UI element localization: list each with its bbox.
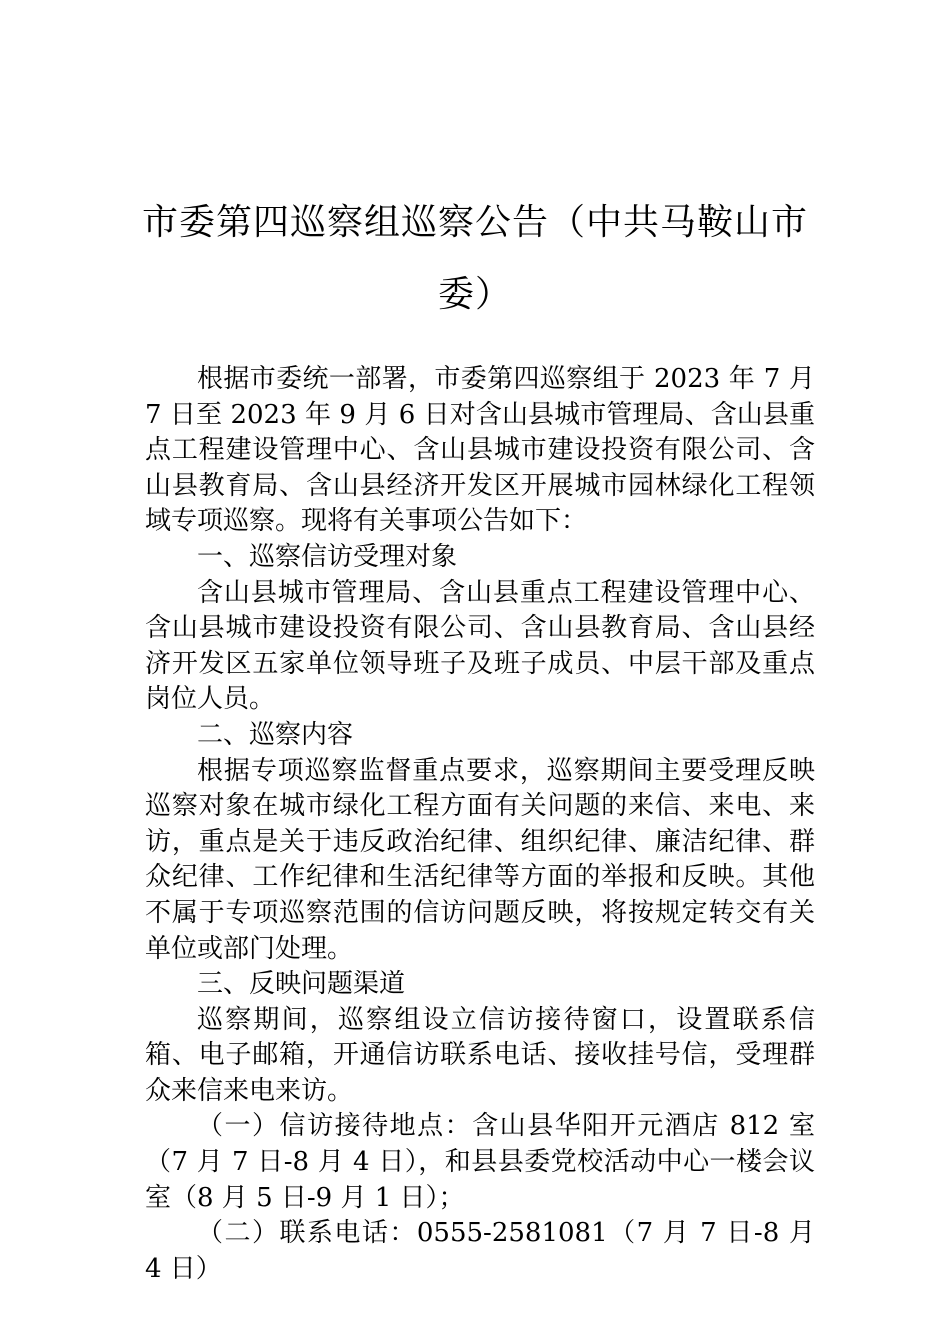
section-heading-channels: 三、反映问题渠道 [197,969,406,1000]
intro-paragraph: 根据市委统一部署，市委第四巡察组于 2023 年 7 月 7 日至 2023 年 9 月 6 日对含山县城市管理局、含山县重点工程建设管理中心、含山县城市建设投资有限公司、含山县教育局、含山县经济开发区开展城市园林绿化工程领域专项巡察。现将有关事项公告如下： [145,364,815,537]
document-body [145,362,815,1287]
section-heading-targets: 一、巡察信访受理对象 [197,541,458,572]
contact-phone-paragraph: （二）联系电话：0555-2581081（7 月 7 日-8 月 4 日） [145,1218,815,1284]
section-heading-content: 二、巡察内容 [197,719,354,750]
content-paragraph: 根据专项巡察监督重点要求，巡察期间主要受理反映巡察对象在城市绿化工程方面有关问题的来信、来电、来访，重点是关于违反政治纪律、组织纪律、廉洁纪律、群众纪律、工作纪律和生活纪律等方面的举报和反映。其他不属于专项巡察范围的信访问题反映，将按规定转交有关单位或部门处理。 [145,755,815,964]
channels-paragraph: 巡察期间，巡察组设立信访接待窗口，设置联系信箱、电子邮箱，开通信访联系电话、接收挂号信，受理群众来信来电来访。 [145,1004,815,1106]
reception-location-paragraph: （一）信访接待地点：含山县华阳开元酒店 812 室（7 月 7 日-8 月 4 日），和县县委党校活动中心一楼会议室（8 月 5 日-9 月 1 日）； [145,1111,815,1213]
document-title-line-1: 市委第四巡察组巡察公告（中共马鞍山市 [141,202,808,243]
targets-paragraph: 含山县城市管理局、含山县重点工程建设管理中心、含山县城市建设投资有限公司、含山县教育局、含山县经济开发区五家单位领导班子及班子成员、中层干部及重点岗位人员。 [145,577,815,715]
document-title-line-2: 委） [437,274,512,315]
